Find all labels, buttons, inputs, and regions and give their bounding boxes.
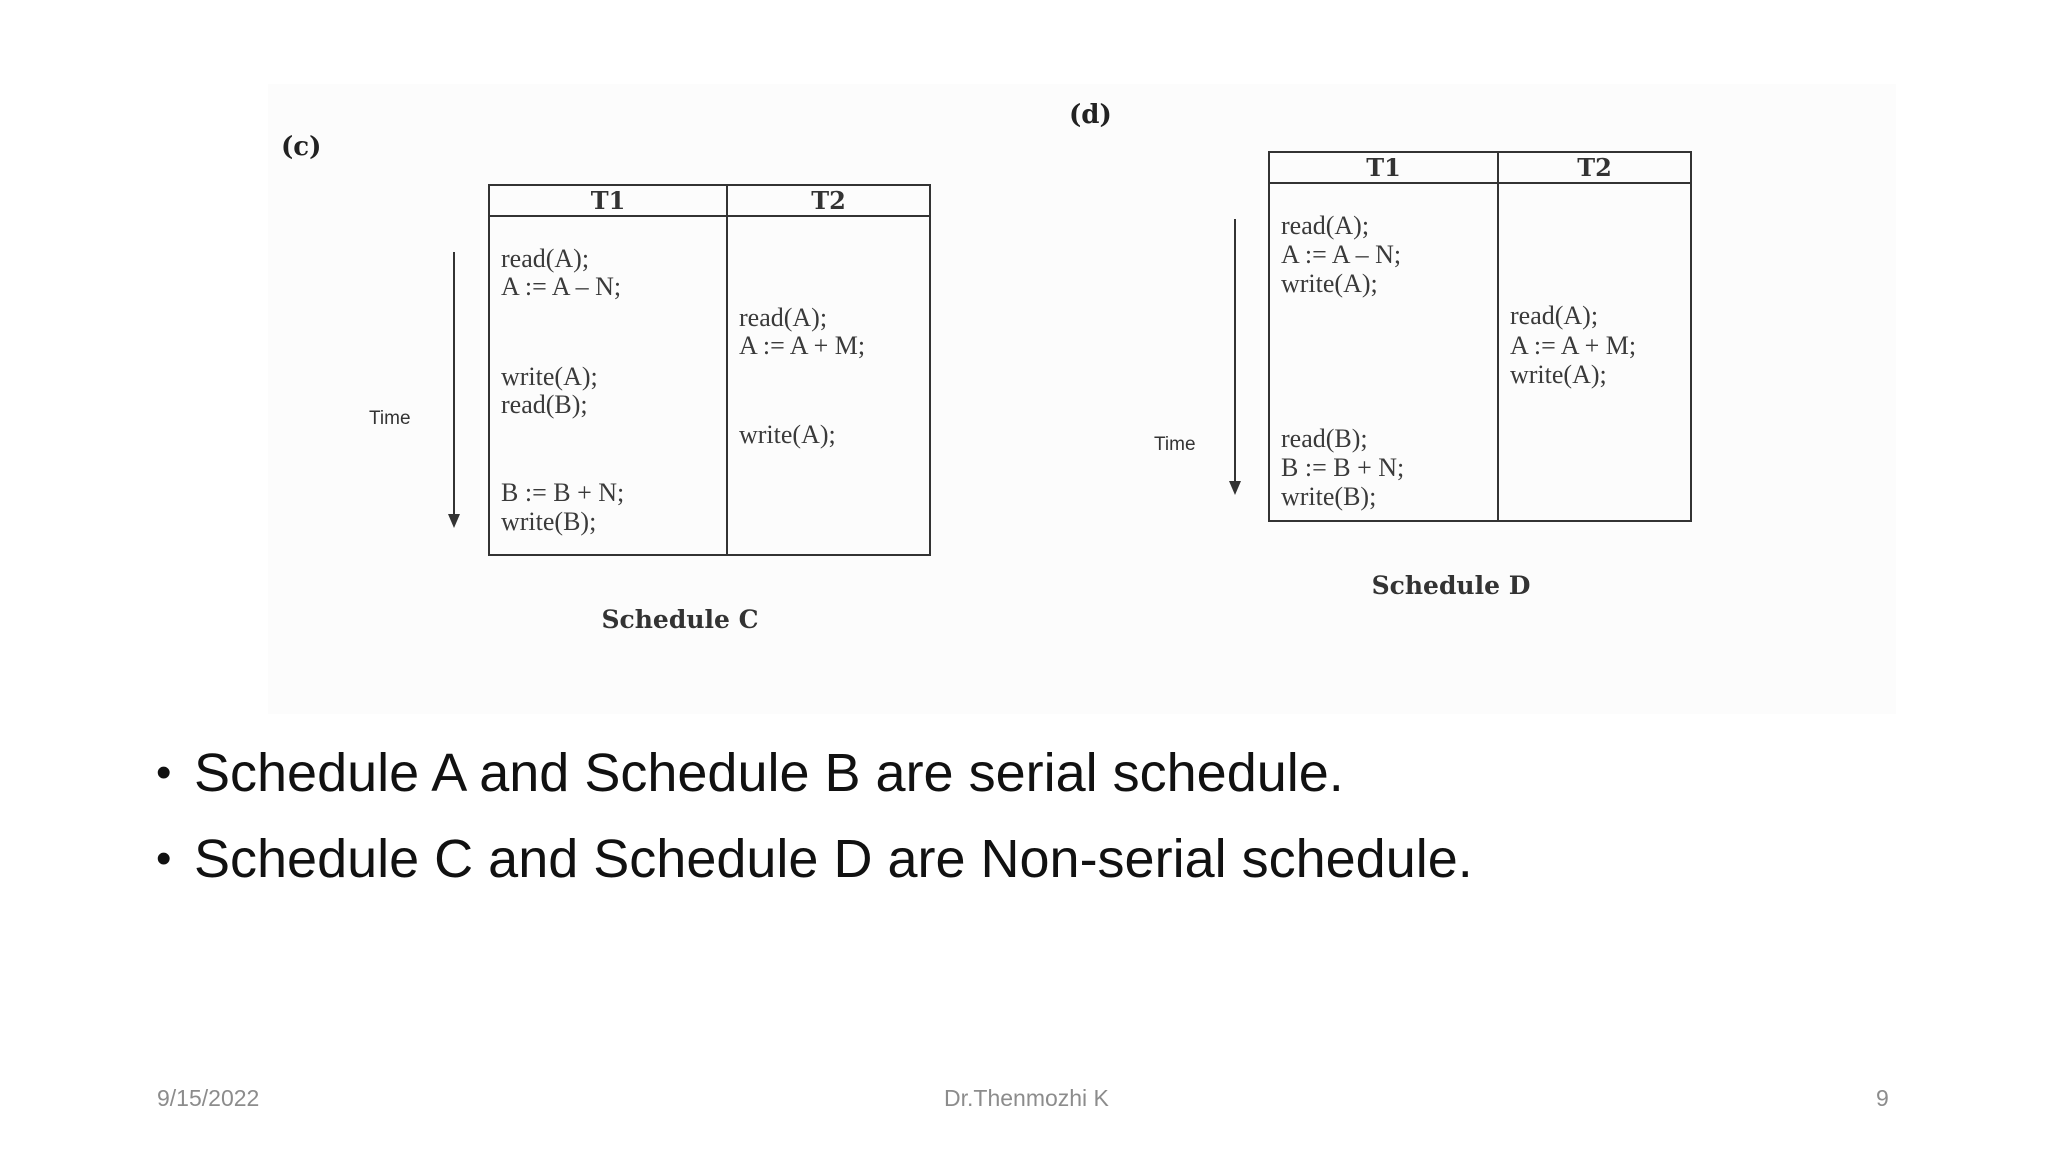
schedule-c-t1-op: B := B + N; bbox=[501, 478, 625, 507]
schedule-c-caption: Schedule C bbox=[601, 605, 759, 634]
schedule-c-header-t1: T1 bbox=[489, 185, 727, 216]
footer-date: 9/15/2022 bbox=[157, 1085, 260, 1111]
schedule-c-time-label: Time bbox=[369, 408, 411, 429]
schedule-d-t1-op: B := B + N; bbox=[1281, 453, 1405, 482]
schedule-d-t2-column bbox=[1498, 183, 1691, 521]
schedule-c-t1-op: write(B); bbox=[501, 507, 597, 536]
schedule-c-t1-op: write(A); bbox=[501, 362, 598, 391]
schedule-c-t1-op: read(B); bbox=[501, 390, 588, 419]
schedule-d-t1-op: write(B); bbox=[1281, 482, 1377, 511]
schedule-c-table bbox=[488, 184, 931, 556]
footer-page-number: 9 bbox=[1876, 1085, 1889, 1111]
schedule-d-t2-op: write(A); bbox=[1510, 360, 1607, 389]
schedule-d-header-t2: T2 bbox=[1498, 152, 1691, 183]
schedule-d-time-arrow bbox=[1227, 219, 1243, 497]
bullet-text: Schedule C and Schedule D are Non-serial schedule. bbox=[194, 829, 1473, 889]
schedule-c-t1-op: A := A – N; bbox=[501, 272, 622, 301]
bullet-text: Schedule A and Schedule B are serial schedule. bbox=[194, 743, 1344, 803]
schedule-d-header-t1: T1 bbox=[1269, 152, 1498, 183]
schedule-c-t2-op: read(A); bbox=[739, 303, 828, 332]
schedule-c-time-arrow bbox=[446, 252, 462, 530]
schedule-c-t2-column bbox=[727, 216, 930, 555]
schedule-d-table bbox=[1268, 151, 1692, 522]
schedule-d-t1-op: read(B); bbox=[1281, 424, 1368, 453]
schedule-c-t1-op: read(A); bbox=[501, 244, 590, 273]
schedule-c-t2-op: A := A + M; bbox=[739, 331, 866, 360]
schedule-d-t2-op: read(A); bbox=[1510, 301, 1599, 330]
schedule-c-t2-op: write(A); bbox=[739, 420, 836, 449]
schedule-c-header-t2: T2 bbox=[727, 185, 930, 216]
schedule-d-time-label: Time bbox=[1154, 434, 1196, 455]
footer-author: Dr.Thenmozhi K bbox=[944, 1085, 1109, 1111]
bullet-dot-icon: • bbox=[156, 834, 172, 883]
schedule-d-t2-op: A := A + M; bbox=[1510, 331, 1637, 360]
bullet-item bbox=[152, 730, 1473, 816]
schedule-d-t1-op: write(A); bbox=[1281, 269, 1378, 298]
bullet-item bbox=[152, 816, 1473, 902]
schedule-d-t1-op: A := A – N; bbox=[1281, 240, 1402, 269]
bullet-dot-icon: • bbox=[156, 748, 172, 797]
schedule-d-label: (d) bbox=[1069, 100, 1112, 130]
bullet-list bbox=[152, 730, 1473, 902]
schedule-c-t1-column bbox=[489, 216, 727, 555]
schedule-c-label: (c) bbox=[281, 132, 322, 162]
schedule-d-t1-op: read(A); bbox=[1281, 211, 1370, 240]
schedule-d-caption: Schedule D bbox=[1371, 571, 1531, 600]
schedule-d-t1-column bbox=[1269, 183, 1498, 521]
